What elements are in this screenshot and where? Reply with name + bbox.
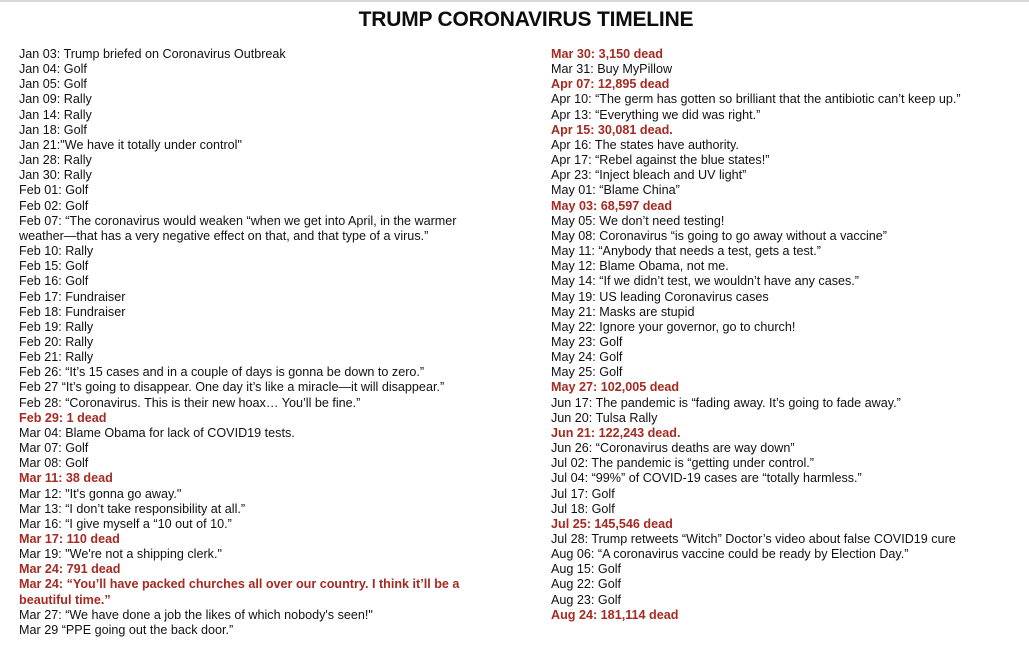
- timeline-entry: Jan 03: Trump briefed on Coronavirus Outbreak: [19, 47, 286, 61]
- timeline-entry: May 11: “Anybody that needs a test, gets a test.”: [551, 244, 821, 259]
- timeline-entry: Jun 20: Tulsa Rally: [551, 410, 658, 425]
- timeline-entry: Mar 07: Golf: [19, 441, 89, 456]
- timeline-entry: Feb 21: Rally: [19, 350, 94, 365]
- timeline-entry: Mar 04: Blame Obama for lack of COVID19 tests.: [19, 425, 295, 440]
- timeline-entry: May 12: Blame Obama, not me.: [551, 259, 729, 274]
- timeline-entry: Feb 20: Rally: [19, 334, 94, 349]
- timeline-entry: Apr 16: The states have authority.: [551, 137, 739, 152]
- timeline-entry: Mar 16: “I give myself a “10 out of 10.”: [19, 516, 232, 531]
- death-count-entry: Mar 30: 3,150 dead: [551, 47, 664, 61]
- timeline-entry: Apr 17: “Rebel against the blue states!”: [551, 153, 770, 168]
- death-count-entry: May 03: 68,597 dead: [551, 198, 673, 213]
- death-count-entry: May 27: 102,005 dead: [551, 380, 680, 395]
- timeline-entry: Mar 08: Golf: [19, 456, 89, 471]
- timeline-entry: Jul 04: “99%” of COVID-19 cases are “totally harmless.”: [551, 471, 862, 486]
- timeline-entry: Mar 13: “I don’t take responsibility at all.”: [19, 501, 246, 516]
- death-count-entry: Mar 11: 38 dead: [19, 471, 113, 486]
- timeline-entry: May 25: Golf: [551, 365, 623, 380]
- timeline-entry: Jun 26: “Coronavirus deaths are way down”: [551, 441, 795, 456]
- timeline-entry: Feb 10: Rally: [19, 244, 94, 259]
- death-count-entry: Jul 25: 145,546 dead: [551, 516, 673, 531]
- timeline-entry: Feb 19: Rally: [19, 319, 94, 334]
- death-count-entry: Apr 15: 30,081 dead.: [551, 122, 673, 137]
- timeline-entry: Jul 18: Golf: [551, 501, 615, 516]
- timeline-entry: Jul 28: Trump retweets “Witch” Doctor’s video about false COVID19 cure: [551, 532, 956, 546]
- death-count-entry: Aug 24: 181,114 dead: [551, 607, 679, 622]
- timeline-entry: Jul 17: Golf: [551, 486, 615, 501]
- timeline-entry: Jan 04: Golf: [19, 62, 87, 77]
- timeline-entry: Jan 05: Golf: [19, 77, 87, 92]
- timeline-entry: Jan 30: Rally: [19, 168, 92, 183]
- timeline-entry: Feb 02: Golf: [19, 198, 89, 213]
- timeline-entry: Feb 26: “It’s 15 cases and in a couple of days is gonna be down to zero.”: [19, 365, 425, 380]
- timeline-entry: Mar 12: "It's gonna go away.": [19, 486, 182, 501]
- timeline-entry: Jan 14: Rally: [19, 107, 92, 122]
- timeline-entry: May 23: Golf: [551, 334, 623, 349]
- timeline-entry: Feb 01: Golf: [19, 183, 89, 198]
- death-count-entry: Apr 07: 12,895 dead: [551, 77, 670, 92]
- timeline-entry: May 21: Masks are stupid: [551, 304, 695, 319]
- timeline-entry: Jun 17: The pandemic is “fading away. It’s going to fade away.”: [551, 395, 901, 410]
- timeline-entry: Apr 23: “Inject bleach and UV light”: [551, 168, 747, 183]
- death-count-entry: Mar 17: 110 dead: [19, 532, 120, 546]
- timeline-entry: Apr 10: “The germ has gotten so brilliant that the antibiotic can’t keep up.”: [551, 92, 961, 107]
- timeline-entry: Jan 21:"We have it totally under control": [19, 137, 242, 152]
- timeline-entry: Jul 02: The pandemic is “getting under control.”: [551, 456, 814, 471]
- timeline-entry: May 05: We don’t need testing!: [551, 213, 725, 228]
- timeline-left-column: [19, 47, 519, 638]
- timeline-entry: Mar 19: "We're not a shipping clerk.": [19, 547, 222, 562]
- timeline-entry: Mar 29 “PPE going out the back door.”: [19, 622, 234, 637]
- timeline-entry: May 01: “Blame China”: [551, 183, 680, 198]
- death-count-entry: Jun 21: 122,243 dead.: [551, 425, 681, 440]
- timeline-entry: May 08: Coronavirus “is going to go away without a vaccine”: [551, 228, 887, 243]
- death-count-entry: Mar 24: 791 dead: [19, 562, 121, 577]
- timeline-entry: Mar 27: “We have done a job the likes of which nobody's seen!": [19, 607, 373, 622]
- death-count-entry: Feb 29: 1 dead: [19, 410, 107, 425]
- timeline-entry: Aug 23: Golf: [551, 592, 622, 607]
- timeline-entry: Feb 07: “The coronavirus would weaken “when we get into April, in the warmer weather—that has a very negative effect on that, and that type of a virus.”: [19, 213, 457, 243]
- timeline-entry: May 14: “If we didn’t test, we wouldn’t have any cases.”: [551, 274, 859, 289]
- timeline-right-column: [551, 47, 1021, 623]
- death-count-entry: Mar 24: “You’ll have packed churches all over our country. I think it’ll be a beautiful time.”: [19, 577, 460, 607]
- timeline-entry: Feb 27 “It’s going to disappear. One day it’s like a miracle—it will disappear.”: [19, 380, 445, 395]
- timeline-entry: Feb 17: Fundraiser: [19, 289, 126, 304]
- timeline-entry: Mar 31: Buy MyPillow: [551, 62, 673, 77]
- timeline-entry: Aug 22: Golf: [551, 577, 622, 592]
- timeline-entry: Feb 28: “Coronavirus. This is their new hoax… You’ll be fine.”: [19, 395, 361, 410]
- timeline-entry: May 24: Golf: [551, 350, 623, 365]
- timeline-entry: May 22: Ignore your governor, go to church!: [551, 319, 796, 334]
- timeline-entry: Jan 28: Rally: [19, 153, 92, 168]
- timeline-entry: Jan 09: Rally: [19, 92, 92, 107]
- timeline-entry: May 19: US leading Coronavirus cases: [551, 289, 769, 304]
- timeline-entry: Jan 18: Golf: [19, 122, 87, 137]
- top-divider: [0, 0, 1029, 2]
- timeline-entry: Feb 18: Fundraiser: [19, 304, 126, 319]
- timeline-entry: Apr 13: “Everything we did was right.”: [551, 107, 761, 122]
- timeline-entry: Feb 16: Golf: [19, 274, 89, 289]
- timeline-entry: Aug 06: “A coronavirus vaccine could be ready by Election Day.”: [551, 547, 909, 562]
- timeline-entry: Aug 15: Golf: [551, 562, 622, 577]
- timeline-entry: Feb 15: Golf: [19, 259, 89, 274]
- page-title: TRUMP CORONAVIRUS TIMELINE: [358, 8, 694, 31]
